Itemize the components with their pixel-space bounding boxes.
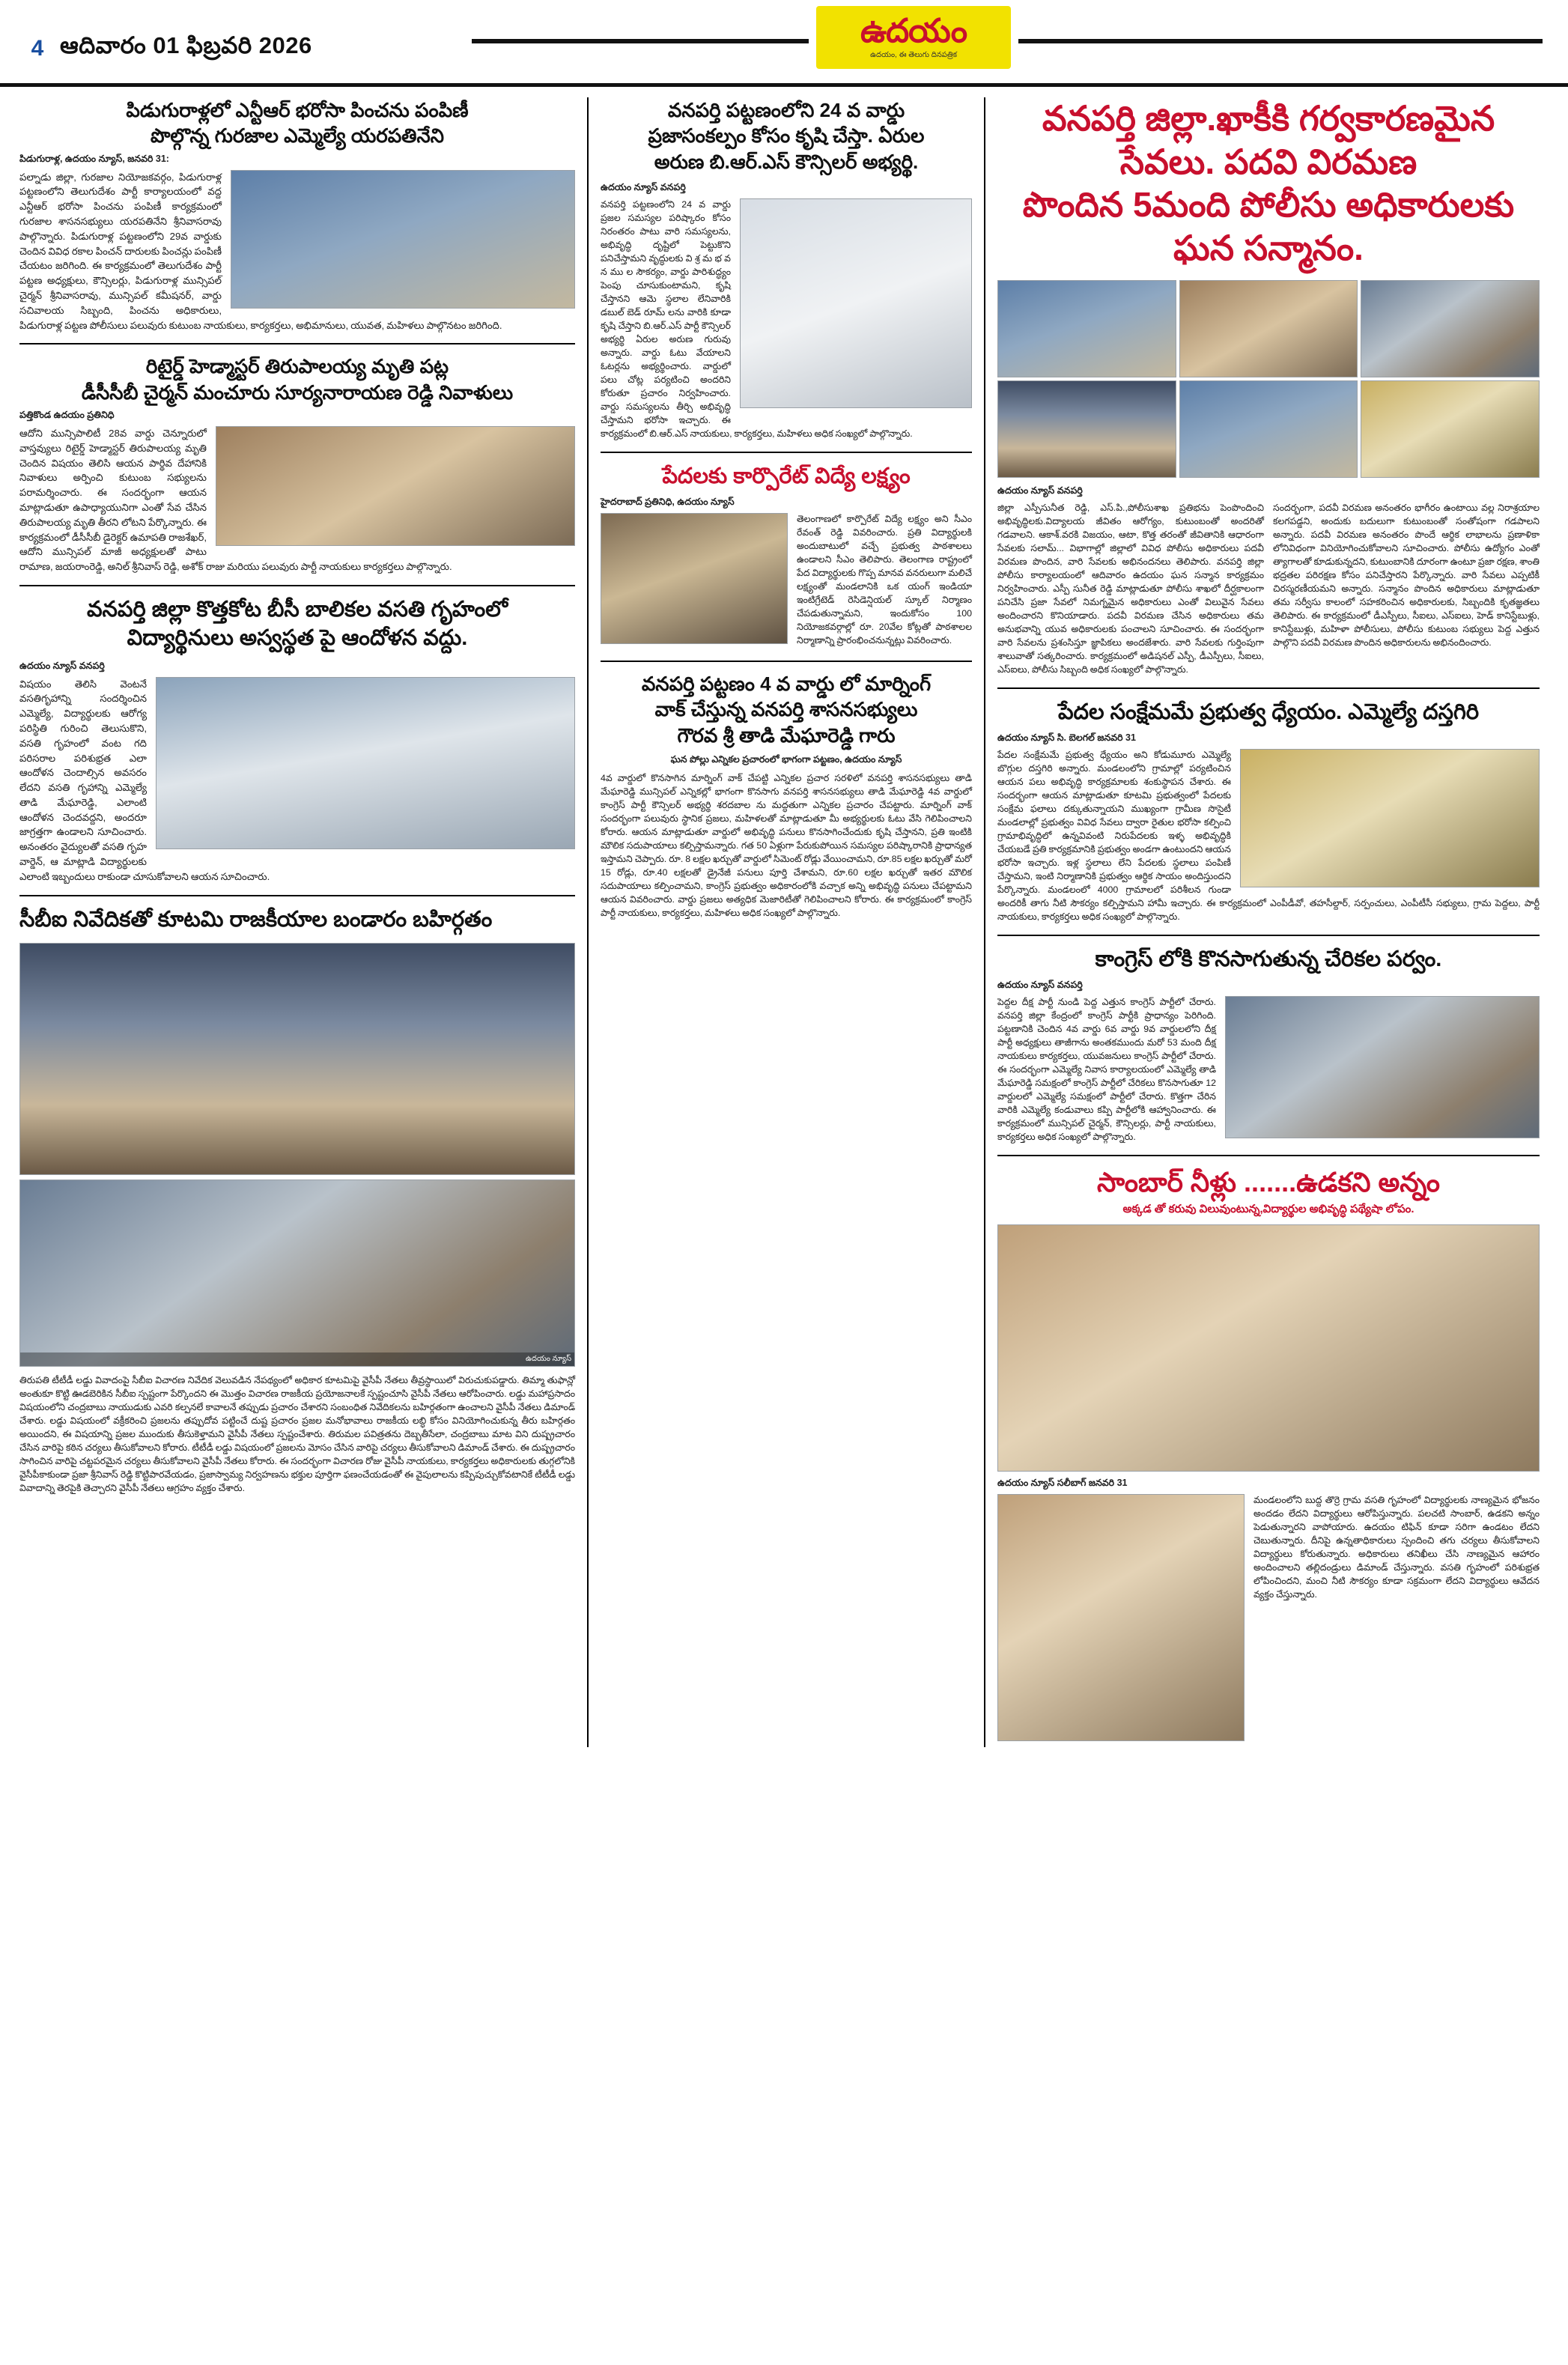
article-ntr-pension — [19, 97, 575, 333]
divider — [997, 687, 1540, 689]
article-credit: ఉదయం న్యూస్ వనపర్తి — [19, 660, 105, 671]
article-credit: ఉదయం న్యూస్ సలీబాగ్ జనవరి 31 — [997, 1477, 1128, 1488]
article-photo — [740, 198, 972, 408]
article-photo — [1179, 380, 1358, 478]
article-credit: పత్తికొండ ఉదయం ప్రతినిధి — [19, 410, 115, 421]
page-content — [0, 87, 1568, 1755]
masthead-rule-right — [1018, 39, 1543, 43]
article-headline-3: అరుణ బి.ఆర్.ఎస్ కౌన్సిలర్ అభ్యర్థి. — [654, 150, 919, 173]
article-body: ఆదోని మున్సిపాలిటీ 28వ వార్డు చెన్నూరులో వాస్తవ్యులు రిటైర్డ్ హెడ్మాస్టర్ తిరుపాలయ్య మృతి చెందిన విషయం తెలిసి ఆయన పార్థివ దేహానికి నివాళులు అర్పించి కుటుంబ సభ్యులను పరామర్శించారు. ఈ సందర్భంగా ఆయన మాట్లాడుతూ ఉపాధ్యాయునిగా ఎంతో సేవ చేసిన తిరుపాలయ్య మృతి తీరని లోటని పేర్కొన్నారు. ఈ కార్యక్రమంలో డీసీసీబీ డైరెక్టర్ ఉమాపతి రాజశేఖర్, ఆదోని మున్సిపల్ మాజీ అధ్యక్షులతో పాటు రామాణ, జయరాంరెడ్డి, అనిల్ శ్రీనివాస్ రెడ్డి, అశోక్ రాజు మరియు పలువురు పార్టీ నాయకులు కార్యకర్తలు పాల్గొన్నారు. — [19, 428, 452, 573]
article-headline: వనపర్తి పట్టణం 4 వ వార్డు లో మార్నింగ్ — [641, 672, 932, 695]
divider — [997, 935, 1540, 936]
article-headline: పేదలకు కార్పొరేట్ విద్యే లక్ష్యం — [662, 464, 911, 488]
column-middle — [589, 97, 985, 1747]
divider — [19, 343, 575, 344]
article-body: వనపర్తి పట్టణంలోని 24 వ వార్డు ప్రజల సమస్యల పరిష్కారం కోసం నిరంతరం పాటు వారి సమస్యలను, అభివృద్ధి దృష్టిలో పెట్టుకొని పనిచేస్తామని వృద్ధులకు వి శ్ర మ భ వ న ము ల సౌకర్యం, వార్డు పారిశుద్ధ్యం పెంపు చూసుకుంటామని, కృషి చేస్తానని ఆమె స్థలాల లేనివారికి డబుల్ బెడ్ రూమ్ లను వారికి కూడా కృషి చేస్తాని బి.ఆర్.ఎస్ పార్టీ కౌన్సిలర్ అభ్యర్థి ఏరుల అరుణ గురువు అన్నారు. వార్డు ఓటు వేయాలని ఓటర్లను అభ్యర్థించారు. వార్డులో పలు చోట్ల పర్యటించి అందరిని కోరుతూ ప్రచారం నిర్వహించారు. వార్డు సమస్యలను తీర్చి అభివృద్ధి చేస్తామని భరోసా ఇచ్చారు. ఈ కార్యక్రమంలో బి.ఆర్.ఎస్ నాయకులు, కార్యకర్తలు, మహిళలు అధిక సంఖ్యలో పాల్గొన్నారు. — [601, 198, 913, 439]
article-body-col2: సందర్భంగా, పదవీ విరమణ అనంతరం భాగీరం ఉంటాయి వల్ల నిరాశ్రయాల కలగపడ్డని, అందుకు బదులుగా కుటుంబంతో సంతోషంగా గడపాలని అన్నారు. పదవీ విరమణ అనంతరం పొందే ఆర్థిక లాభాలను ప్రణాళికా లోనివిధంగా వినియోగించుకోవాలని సూచించారు. పోలీసు ఉద్యోగం ఎంతో త్యాగాలతో కూడుకున్నదని, కుటుంబానికి దూరంగా ఉంటూ ప్రజా రక్షణ, శాంతి భద్రతల పరిరక్షణ కోసం పనిచేస్తారని పేర్కొన్నారు. వారి సేవలు ఎప్పటికీ చిరస్మరణీయమని అన్నారు. సన్మానం పొందిన అధికారులు మాట్లాడుతూ తమ సర్వీసు కాలంలో సహకరించిన అధికారులకు, సిబ్బందికి కృతజ్ఞతలు తెలిపారు. ఈ కార్యక్రమంలో డీఎస్పీలు, సీఐలు, ఎస్ఐలు, హెడ్ కానిస్టేబుళ్లు, కానిస్టేబుళ్లు, మహిళా పోలీసులు, పోలీసు కుటుంబ సభ్యులు పెద్ద ఎత్తున పాల్గొని పదవీ విరమణ పొందిన అధికారులను అభినందించారు. — [1273, 503, 1540, 648]
article-subheadline: అక్కడ తో కరువు విలువుంటున్న,విద్యార్థుల అభివృద్ధి పథ్యేషా లోపం. — [1122, 1203, 1414, 1216]
article-body: మండలంలోని బుద్ద తొర్రె గ్రామ వసతి గృహంలో విద్యార్థులకు నాణ్యమైన భోజనం అందడం లేదని విద్యార్థులు ఆరోపిస్తున్నారు. పలచటి సాంబార్, ఉడకని అన్నం పెడుతున్నారని వాపోయారు. ఉదయం టిఫిన్ కూడా సరిగా ఉండటం లేదని చెబుతున్నారు. దీనిపై ఉన్నతాధికారులు స్పందించి తగు చర్యలు తీసుకోవాలని విద్యార్థులు కోరుతున్నారు. అధికారులు తనిఖీలు చేసి నాణ్యమైన ఆహారం అందించాలని తల్లిదండ్రులు డిమాండ్ చేస్తున్నారు. వసతి గృహంలో పరిశుభ్రత లోపించిందని, మంచి నీటి సౌకర్యం కూడా సక్రమంగా లేదని విద్యార్థులు ఆవేదన వ్యక్తం చేస్తున్నారు. — [1254, 1494, 1540, 1600]
article-headline: వనపర్తి పట్టణంలోని 24 వ వార్డు — [667, 99, 905, 121]
article-headline: సాంబార్ నీళ్లు .......ఉడకని అన్నం — [1097, 1167, 1440, 1198]
article-headline: రిటైర్డ్ హెడ్మాస్టర్ తిరుపాలయ్య మృతి పట్ల — [145, 355, 449, 378]
article-photo-secondary — [19, 1180, 575, 1367]
article-credit: పిడుగురాళ్ల, ఉదయం న్యూస్, జనవరి 31: — [19, 153, 169, 164]
article-headline: కాంగ్రెస్ లోకి కొనసాగుతున్న చేరికల పర్వం. — [1095, 947, 1442, 971]
article-headline-2: పొందిన 5మంది పోలీసు అధికారులకు ఘన సన్మానం. — [1022, 185, 1515, 267]
article-photo — [601, 513, 788, 644]
article-photo — [1361, 380, 1540, 478]
article-body: విషయం తెలిసి వెంటనే వసతిగృహాన్ని సందర్శించిన ఎమ్మెల్యే, విద్యార్థులకు ఆరోగ్య పరిస్థితి గురించి తెలుసుకొని, వసతి గృహంలో వంట గది పరిసరాల పరిశుభ్రత ఎలా ఆందోళన చెందాల్సిన అవసరం లేదని వసతి గృహాన్ని ఎమ్మెల్యే తాడి మేఘారెడ్డి, ఎలాంటి ఆందోళన చెందవద్దని, అందరూ జాగ్రత్తగా ఉండాలని సూచించారు. అనంతరం వైద్యులతో వసతి గృహ వార్డెన్, ఆ మాట్లాడి విద్యార్థులకు ఎలాంటి ఇబ్బందులు రాకుండా చూసుకోవాలని ఆయన సూచించారు. — [19, 678, 270, 882]
article-body: తెలంగాణలో కార్పొరేట్ విద్యే లక్ష్యం అని సీఎం రేవంత్ రెడ్డి వివరించారు. ప్రతి విద్యార్థులకి అందుబాటులో వచ్చే ప్రభుత్వ పాఠశాలలు ఉండాలని సీఎం తెలిపారు. తెలంగాణ రాష్ట్రంలో పేద విద్యార్థులకు గొప్ప మానవ వనరులుగా మలిచే లక్ష్యంతో మండలానికి ఒక యంగ్ ఇండియా ఇంటిగ్రేటెడ్ రెసిడెన్షియల్ స్కూల్ నిర్మాణం చేపడుతున్నామని, ఇందుకోసం 100 నియోజకవర్గాల్లో రూ. 20వేల కోట్లతో పాఠశాలల నిర్మాణాన్ని ప్రారంభించనున్నట్లు వివరించారు. — [797, 513, 972, 646]
article-body: పెద్దల దీక్ష పార్టీ నుండి పెద్ద ఎత్తున కాంగ్రెస్ పార్టీలో చేరారు. వనపర్తి జిల్లా కేంద్రంలో కాంగ్రెస్ పార్టీకి ప్రాధాన్యం పెరిగింది. పట్టణానికి చెందిన 4వ వార్డు 6వ వార్డు 9వ వార్డులలోని దీక్ష పార్టీ అధ్యక్షులు తాజీగాను అంతకముందు మరో 53 మంది దీక్ష నాయకులు కార్యకర్తలు, యువజనులు కాంగ్రెస్ పార్టీలో చేరారు. ఈ సందర్భంగా ఎమ్మెల్యే నివాస కార్యాలయంలో ఎమ్మెల్యే తాడి మేఘారెడ్డి సమక్షంలో కాంగ్రెస్ పార్టీలో చేరికలు కొనసాగుతూ 12 వార్డులలో ఎమ్మెల్యే సమక్షంలో పార్టీలో చేరారు. కొత్తగా చేరిన వారికి ఎమ్మెల్యే కండువాలు కప్పి పార్టీలోకి ఆహ్వానించారు. ఈ కార్యక్రమంలో మున్సిపల్ చైర్మన్, కౌన్సిలర్లు, పార్టీ నాయకులు, కార్యకర్తలు అధిక సంఖ్యలో పాల్గొన్నారు. — [997, 997, 1216, 1142]
masthead — [0, 0, 1568, 87]
divider — [19, 585, 575, 586]
article-photo — [1225, 996, 1540, 1138]
article-headline-2: పొల్గొన్న గురజాల ఎమ్మెల్యే యరపతినేని — [150, 124, 445, 148]
article-photo — [1179, 280, 1358, 377]
article-headline-3: గౌరవ శ్రీ తాడి మేఘారెడ్డి గారు — [677, 723, 896, 747]
article-credit: ఉదయం న్యూస్ వనపర్తి — [997, 980, 1083, 991]
article-police-felicitation — [997, 97, 1540, 677]
article-photo — [156, 677, 575, 849]
article-welfare-mla — [997, 698, 1540, 924]
article-credit: హైదరాబాద్ ప్రతినిధి, ఉదయం న్యూస్ — [601, 496, 735, 507]
article-photo-main — [19, 943, 575, 1175]
article-photo — [231, 170, 575, 309]
article-photo-gallery — [997, 280, 1540, 478]
logo-subtitle: ఉదయం, ఈ తెలుగు దినపత్రిక — [870, 50, 957, 59]
divider — [19, 895, 575, 896]
article-headline-2: వాక్ చేస్తున్న వనపర్తి శాసనసభ్యులు — [654, 698, 918, 721]
article-photo — [997, 380, 1176, 478]
article-headline: సీబీఐ నివేదికతో కూటమి రాజకీయాల బండారం బహిర్గతం — [19, 907, 493, 932]
article-hostel-food — [997, 1165, 1540, 1747]
article-headline: పిడుగురాళ్లలో ఎన్టీఆర్ భరోసా పించను పంపిణీ — [126, 99, 469, 121]
article-headmaster-tribute — [19, 353, 575, 574]
article-headline-2: డీసీసీబీ చైర్మన్ మంచూరు సూర్యనారాయణ రెడ్డి నివాళులు — [81, 380, 514, 404]
article-credit: ఉదయం న్యూస్ సి. బెలగల్ జనవరి 31 — [997, 732, 1136, 744]
article-credit: ఉదయం న్యూస్ వనపర్తి — [601, 181, 686, 192]
article-ward24-brs — [601, 97, 972, 441]
article-photo-main — [997, 1224, 1540, 1472]
newspaper-logo — [816, 6, 1011, 69]
article-corporate-education — [601, 462, 972, 650]
column-left — [19, 97, 589, 1747]
article-headline: వనపర్తి జిల్లా.ఖాకీకి గర్వకారణమైన సేవలు. పదవి విరమణ — [1042, 99, 1495, 181]
article-body: తిరుపతి టీటీడీ లడ్డు వివాదంపై సీబీఐ విచారణ నివేదిక వెలువడిన నేపథ్యంలో అధికార కూటమిపై వైసీపీ నేతలు తీవ్రస్థాయిలో విరుచుకుపడ్డారు. తిమ్మా తుఫాన్లో అంతుకూ కొట్టి ఊడబెరికిన సీబీఐ స్పష్టంగా పేర్కొందని ఈ మొత్తం విచారణ రాజకీయ ప్రయోజనాలకే స్పష్టంచూసి వైసీపీ నేతలు ఆరోపించారు. లడ్డు మహాప్రసాదం విషయంలోని చంద్రబాబు నాయుడుకు ఎవరి కల్పనలే కావాలనే తప్పుడు ప్రచారం చేశారని సంబంధిత నివేదికలను బహిర్గతంగా ఉంచాలని వైసీపీ నేతలు డిమాండ్ చేశారు. లడ్డు విషయంలో వక్రీకరించి ప్రజలను తప్పుదోవ పట్టించే దుష్ట ప్రచారం ప్రజల మనోభావాలు రాజకీయ లబ్ధి కోసం వినియోగించుకున్న తీరు బహిర్గతం అయిందని, ఈ విషయాన్ని ప్రజల ముందుకు తీసుకెళ్తామని వైసీపీ నేతలు స్పష్టంచేశారు. తిరుమల పవిత్రతను దెబ్బతీసేలా, చంద్రబాబు మాట విని దుష్ప్రచారం చేసిన వారిపై కఠిన చర్యలు తీసుకోవాలని కోరారు. టీటీడీ లడ్డు విషయంలో ప్రజలను మోసం చేసిన వారిపై చర్యలు తీసుకోవాలని డిమాండ్ చేశారు. ఈ దుష్ప్రచారం సాగించిన వారిపై చట్టపరమైన చర్యలు తీసుకోవాలని వైసీపీ నేతలు కోరారు. ఈ సందర్భంగా విచారణ రోజు వైసీపీ నాయకులు, కార్యకర్తలు అధికారులకు తుగ్గలోనికి వైసీపీకాకుండా ప్రజా శ్రీనివాస్ రెడ్డి కొట్టిపారవేయడం, ప్రజాస్వామ్య నిర్వహణను భక్తుల పూర్తిగా ఫణంచేయడంతో ఈ వైపులాలను కప్పిపుచ్చుకోవటానికే టీటీడీ లడ్డు వివాదాన్ని తెరపైకి తెచ్చారని వైసీపీ నేతలు ఆగ్రహం వ్యక్తం చేశారు. — [19, 1374, 575, 1493]
divider — [997, 1155, 1540, 1156]
article-photo — [1361, 280, 1540, 377]
article-body: పల్నాడు జిల్లా, గురజాల నియోజకవర్గం, పిడుగురాళ్ల పట్టణంలోని తెలుగుదేశం పార్టీ కార్యాలయంలో వద్ద ఎన్టీఆర్ భరోసా పించను పంపిణీ కార్యక్రమంలో గురజాల శాసనసభ్యులు యరపతినేని శ్రీనివాసరావు పాల్గొన్నారు. పిడుగురాళ్ల పట్టణంలోని 29వ వార్డుకు చెందిన వివిధ రకాల పించన్ దారులకు పించన్లు పంపిణీ చేయటం జరిగింది. ఈ కార్యక్రమంలో తెలుగుదేశం పార్టీ పట్టణ అధ్యక్షులు, కౌన్సిలర్లు, పిడుగురాళ్ల మున్సిపల్ చైర్మన్ శ్రీనివాసరావు, మున్సిపల్ కమీషనర్, వార్డు సచివాలయ సిబ్బంది, పించను అధికారులు, పిడుగురాళ్ల పట్టణ పోలీసులు పలువురు కుటుంబ నాయకులు, కార్యకర్తలు, అభిమానులు, యువత, మహిళలు పాల్గొనటం జరిగింది. — [19, 171, 502, 331]
article-morning-walk — [601, 671, 972, 920]
article-congress-joinings — [997, 945, 1540, 1144]
article-body: పేదల సంక్షేమమే ప్రభుత్వ ధ్యేయం అని కోడుమూరు ఎమ్మెల్యే బొగ్గుల దస్తగిరి అన్నారు. మండలంలోని గ్రామాల్లో పర్యటించిన ఆయన పలు అభివృద్ధి కార్యక్రమాలకు శంకుస్థాపన చేశారు. ఈ సందర్భంగా ఆయన మాట్లాడుతూ కూటమి ప్రభుత్వంలో పేదలకు సంక్షేమ ఫలాలు దక్కుతున్నాయని ముఖ్యంగా గ్రామీణ సొసైటీ మండలాల్లో ప్రభుత్వం వివిధ సేవలు ద్వారా రైతుల భరోసా కల్పించి గ్రామాభివృద్ధిలో ఉన్నవివంటి నిరుపేదలకు ఇళ్ళ అభివృద్ధికి చేయబడే ప్రతి కార్యక్రమానికి ప్రభుత్వం అండగా ఉంటుందని ఆయన భరోసా ఇచ్చారు. ఇళ్ల స్థలాలు లేని పేదలకు స్థలాలు పంపిణీ చేస్తామని, ఇంటి నిర్మాణానికి ప్రభుత్వం ఆర్థిక సాయం అందిస్తుందని పేర్కొన్నారు. మండలంలో 4000 గ్రామాలలో పరిశీలన గుండా అందరికీ తాగు నీటి సౌకర్యం కల్పిస్తామని హామీ ఇచ్చారు. ఈ కార్యక్రమంలో ఎంపీడీవో, తహసీల్దార్, సర్పంచులు, ఎంపీటీసీ సభ్యులు, గ్రామ పెద్దలు, పార్టీ నాయకులు, కార్యకర్తలు అధిక సంఖ్యలో పాల్గొన్నారు. — [997, 750, 1540, 922]
article-photo — [216, 426, 575, 546]
article-body-col1: జిల్లా ఎస్పీసునీత రెడ్డి, ఎస్.పి.,పోలీసుశాఖ ప్రతిభను పెంపొందించి అభివృద్ధిలకు.విద్యాలయ జీవితం ఆరోగ్యం, కుటుంబంతో అందరితో గడవాలని. ఆకాశ్.వరకి విజయం, ఆటా, కొత్త తరంతో జీవితానికి ఆధారంగా సేవలకు సలామ్... విభాగాల్లో జిల్లాలో వివిధ పోలీసు అధికారులు పదవీ విరమణ పొందిన, వారి సేవలకు అభినందనలు తెలిపారు. వనపర్తి జిల్లా పోలీసు కార్యాలయంలో ఆదివారం ఉదయం ఘన సన్మాన కార్యక్రమం నిర్వహించారు. ఎస్పీ సునీత రెడ్డి మాట్లాడుతూ పోలీసు శాఖలో దీర్ఘకాలంగా పనిచేసి ప్రజా సేవలో నిమగ్నమైన అధికారులు ఎంతో విలువైన సేవలు అందించారని కొనియాడారు. పదవీ విరమణ చేసిన అధికారులు తమ అనుభవాన్ని యువ అధికారులకు పంచాలని సూచించారు. ఈ సందర్భంగా వారి సేవలను ప్రశంసిస్తూ జ్ఞాపికలు అందజేశారు. వారి సేవలకు గుర్తింపుగా శాలువాతో సత్కరించారు. కార్యక్రమంలో అడిషనల్ ఎస్పీ, డీఎస్పీలు, సీఐలు, ఎస్ఐలు, పోలీసు సిబ్బంది అధిక సంఖ్యలో పాల్గొన్నారు. — [997, 503, 1264, 675]
article-hostel-health — [19, 595, 575, 884]
logo-title: ఉదయం — [860, 12, 967, 49]
masthead-rule-left — [472, 39, 809, 43]
article-cbi-report — [19, 905, 575, 1496]
divider — [601, 661, 972, 662]
article-headline-2: విద్యార్థినులు అస్వస్థత పై ఆందోళన వద్దు. — [127, 626, 468, 651]
article-body: 4వ వార్డులో కొనసాగిన మార్నింగ్ వాక్ చేపట్టి ఎన్నికల ప్రచార సరళిలో వనపర్తి శాసనసభ్యులు తాడి మేఘారెడ్డి మున్సిపల్ ఎన్నికల్లో భాగంగా కొనసాగు వనపర్తి శాసనసభ్యులు తాడి మేఘారెడ్డి 4వ వార్డులో కాంగ్రెస్ పార్టీ కౌన్సిలర్ అభ్యర్థి శరదబాల ను మద్ధతుగా ఎన్నికల ప్రచారం చేపట్టారు. మార్నింగ్ వాక్ సందర్భంగా పలువురు స్థానిక ప్రజలు, మహిళలతో మాట్లాడుతూ మీ అభ్యర్థులకు ఓటు వేసి గెలిపించాలని కోరారు. ఆయన మాట్లాడుతూ వార్డులో అభివృద్ధి పనులు కొనసాగించేందుకు కృషి చేస్తానని, ప్రతి ఇంటికి మౌలిక సదుపాయాలు కల్పిస్తామన్నారు. గత 50 ఏళ్లుగా పేరుకుపోయిన సమస్యల పరిష్కారానికి ప్రాధాన్యత ఇస్తామని చెప్పారు. రూ. 8 లక్షల ఖర్చుతో వార్డులో సిమెంట్ రోడ్లు వేయించామని, రూ.85 లక్షల ఖర్చుతో మరో 15 రోడ్లు, రూ.40 లక్షలతో డ్రైనేజీ పనులు పూర్తి చేశామని, రూ.60 లక్షల ఖర్చుతో ఇతర మౌలిక సదుపాయాలు కల్పించామని, కాంగ్రెస్ ప్రభుత్వం అధికారంలోకి వచ్చాక అన్ని అభివృద్ధి పనులు చేపట్టామని ఆయన వివరించారు. వార్డు ప్రజలు అత్యధిక మెజారిటీతో గెలిపించాలని కోరారు. ఈ కార్యక్రమంలో కాంగ్రెస్ పార్టీ నాయకులు, కార్యకర్తలు, మహిళలు అధిక సంఖ్యలో పాల్గొన్నారు. — [601, 772, 972, 918]
article-credit: ఉదయం న్యూస్ వనపర్తి — [997, 485, 1083, 496]
article-headline: వనపర్తి జిల్లా కొత్తకోట బీసీ బాలికల వసతి గృహంలో — [86, 597, 508, 622]
photo-caption: ఉదయం న్యూస్ — [20, 1352, 574, 1366]
article-headline-2: ప్రజాసంకల్పం కోసం కృషి చేస్తా. ఏరుల — [648, 124, 925, 148]
article-credit: ఘన పోల్లు ఎన్నికల ప్రచారంలో భాగంగా పట్టణం, ఉదయం న్యూస్ — [670, 753, 902, 765]
publication-date: ఆదివారం 01 ఫిబ్రవరి 2026 — [60, 32, 312, 58]
article-photo-secondary — [997, 1494, 1245, 1741]
article-photo — [1240, 749, 1540, 887]
column-right — [985, 97, 1540, 1747]
article-headline: పేదల సంక్షేమమే ప్రభుత్వ ధ్యేయం. ఎమ్మెల్యే దస్తగిరి — [1057, 699, 1480, 724]
page-number: 4 — [31, 35, 44, 61]
article-photo — [997, 280, 1176, 377]
divider — [601, 452, 972, 453]
